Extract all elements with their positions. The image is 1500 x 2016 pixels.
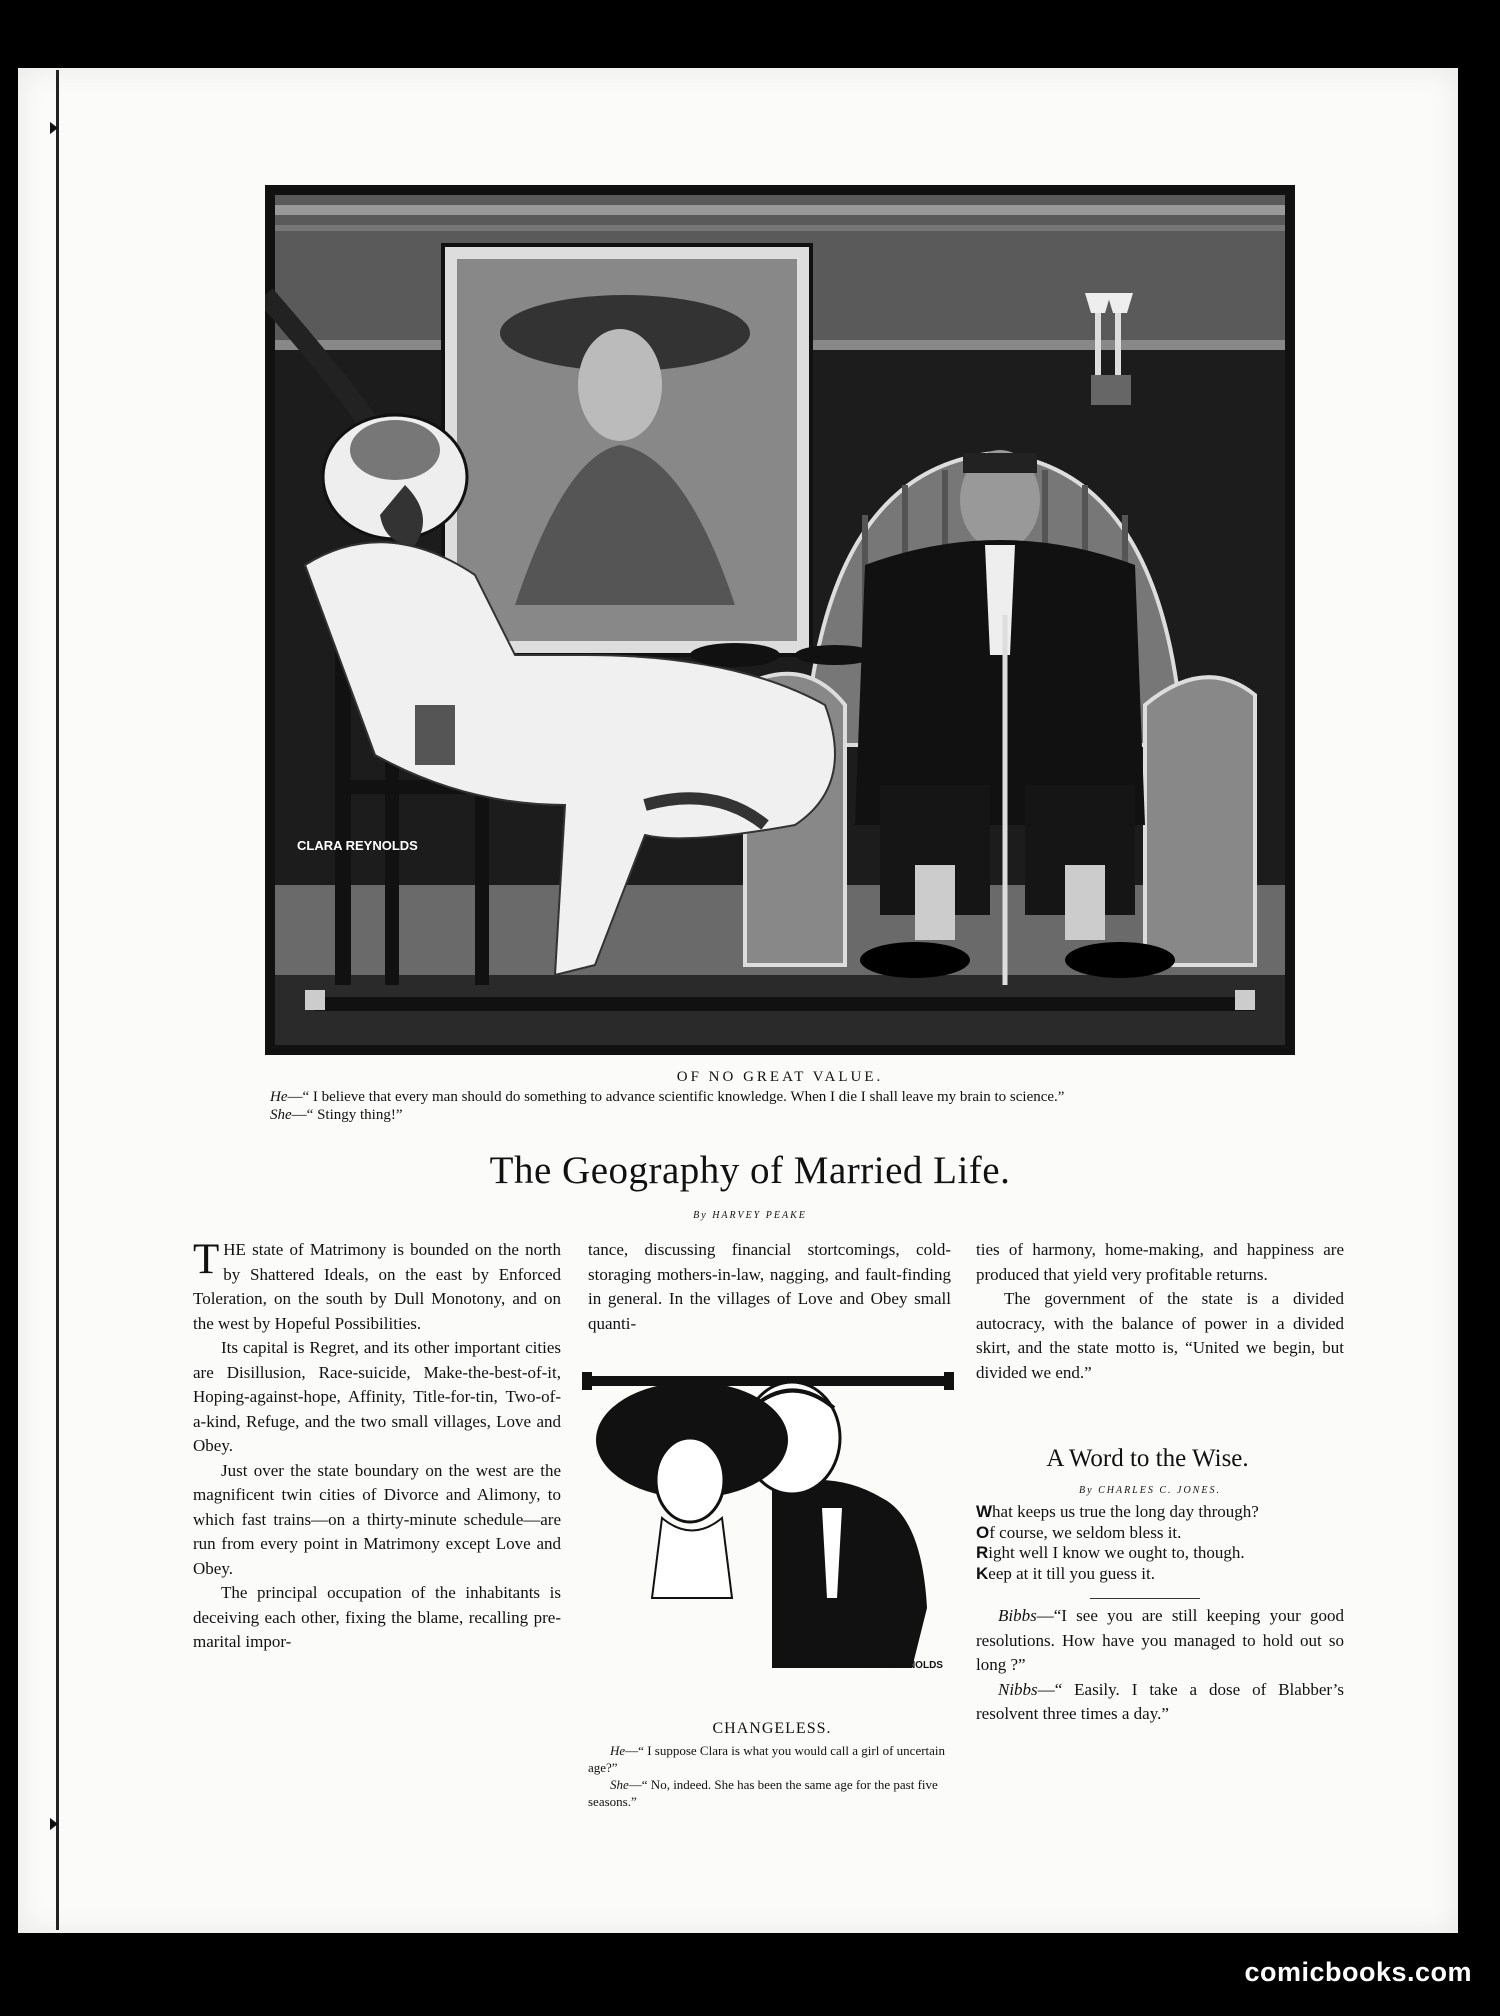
site-watermark: comicbooks.com	[1244, 1957, 1472, 1987]
article-column-1	[193, 1238, 561, 1655]
speaker-he: He	[610, 1743, 626, 1758]
article-paragraph: The principal occupation of the inhabitants is deceiving each other, fixing the blame, recalling pre-marital impor-	[193, 1583, 561, 1651]
article-paragraph: tance, discussing financial stortcomings, cold-storaging mothers-in-law, nagging, and fault-finding in general. In the villages of Love and Obey small quanti-	[588, 1240, 951, 1333]
illustration-changeless	[582, 1368, 954, 1716]
joke-line: Bibbs—“I see you are still keeping your good resolutions. How have you managed to hold out so long ?”	[976, 1606, 1344, 1674]
he-quote: —“ I suppose Clara is what you would call a girl of uncertain age?”	[588, 1743, 946, 1775]
article-title: The Geography of Married Life.	[489, 1149, 1011, 1192]
joke-dialogue	[976, 1604, 1344, 1727]
cartoon-signature: CLARA REYNOLDS	[850, 1660, 943, 1671]
speaker-he: He	[270, 1089, 288, 1105]
article-byline: By HARVEY PEAKE	[693, 1210, 807, 1221]
illustration-of-no-great-value	[265, 185, 1295, 1055]
article-paragraph: The government of the state is a divided autocracy, with the balance of power in a divided skirt, and the state motto is, “United we begin, but divided we end.”	[976, 1289, 1344, 1382]
page-edge-marker	[50, 1818, 58, 1830]
page-spine-line	[56, 70, 59, 1930]
caption-he-line	[588, 1742, 948, 1776]
caption-he-line	[270, 1088, 1290, 1106]
poem-title: A Word to the Wise.	[1046, 1445, 1249, 1472]
cartoon-title: CHANGELESS.	[712, 1720, 832, 1737]
speaker-nibbs: Nibbs	[998, 1679, 1038, 1699]
section-divider	[1090, 1598, 1200, 1599]
poem-line: Right well I know we ought to, though.	[976, 1543, 1245, 1562]
poem-line: Keep at it till you guess it.	[976, 1563, 1155, 1583]
article-paragraph: Its capital is Regret, and its other important cities are Disillusion, Race-suicide, Make-the-best-of-it, Hoping-against-hope, Affinity, Title-for-tin, Two-of-a-kind, Refuge, and the two small villages, Love and Obey.	[193, 1338, 561, 1455]
poem	[976, 1502, 1326, 1584]
article-paragraph: Just over the state boundary on the west are the magnificent twin cities of Divorce and Alimony, to which fast trains—on a thirty-minute schedule—are run from every point in Matrimony except Love and Obey.	[193, 1460, 561, 1578]
poem-line: What keeps us true the long day through?	[976, 1502, 1259, 1521]
poem-line: Of course, we seldom bless it.	[976, 1522, 1182, 1542]
cartoon-caption	[588, 1742, 948, 1810]
article-paragraph: ties of harmony, home-making, and happiness are produced that yield very profitable returns.	[976, 1240, 1344, 1284]
caption-title: OF NO GREAT VALUE.	[676, 1069, 884, 1085]
he-quote: —“ I believe that every man should do something to advance scientific knowledge. When I die I shall leave my brain to science.”	[287, 1089, 1065, 1105]
illustration-signature: CLARA REYNOLDS	[297, 838, 418, 853]
article-column-2	[588, 1238, 951, 1336]
article-column-3	[976, 1238, 1344, 1385]
caption-she-line	[270, 1106, 1290, 1124]
caption-she-line	[588, 1776, 948, 1810]
article-paragraph: THE state of Matrimony is bounded on the north by Shattered Ideals, on the east by Enforced Toleration, on the south by Dull Monotony, and on the west by Hopeful Possibilities.	[193, 1236, 561, 1333]
she-quote: —“ Stingy thing!”	[291, 1107, 403, 1123]
she-quote: —“ No, indeed. She has been the same age for the past five seasons.”	[588, 1777, 938, 1809]
poem-byline: By CHARLES C. JONES.	[1079, 1485, 1221, 1496]
speaker-she: She	[610, 1777, 629, 1792]
drop-cap: T	[193, 1236, 220, 1283]
illustration-caption	[270, 1068, 1290, 1124]
joke-line: Nibbs—“ Easily. I take a dose of Blabber’s resolvent three times a day.”	[976, 1679, 1344, 1723]
page-edge-marker	[50, 122, 58, 134]
speaker-bibbs: Bibbs	[998, 1606, 1037, 1625]
speaker-she: She	[270, 1107, 292, 1123]
